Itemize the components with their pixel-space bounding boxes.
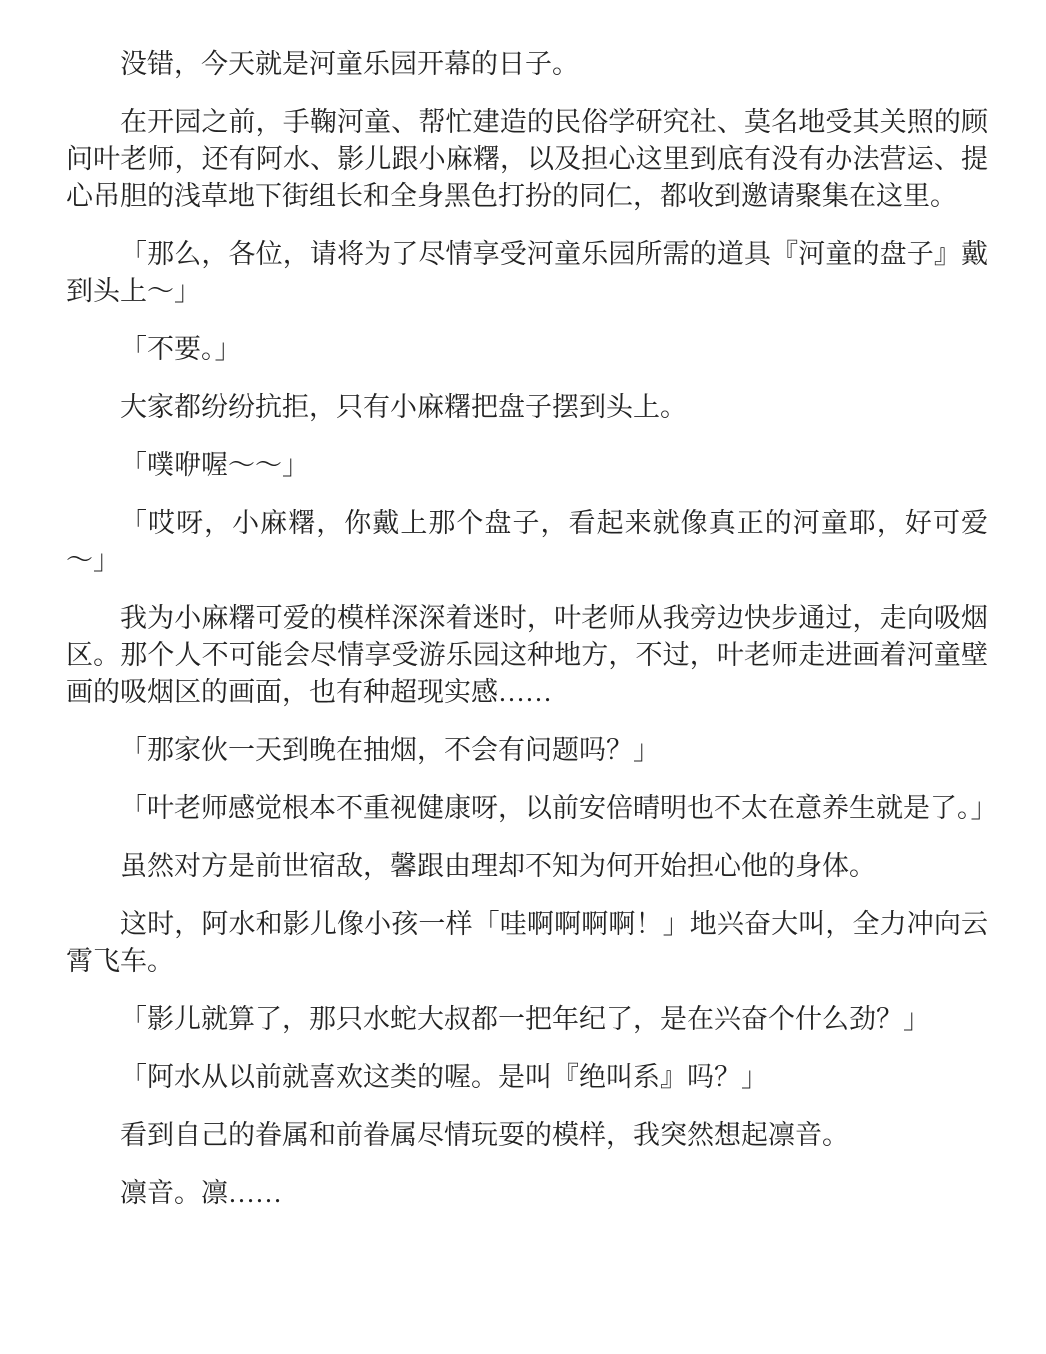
paragraph: 这时，阿水和影儿像小孩一样「哇啊啊啊啊！」地兴奋大叫，全力冲向云霄飞车。	[66, 909, 988, 976]
paragraph: 在开园之前，手鞠河童、帮忙建造的民俗学研究社、莫名地受其关照的顾问叶老师，还有阿水、影儿跟小麻糬，以及担心这里到底有没有办法营运、提心吊胆的浅草地下街组长和全身黑色打扮的同仁，都收到邀请聚集在这里。	[66, 107, 988, 211]
paragraph: 虽然对方是前世宿敌，馨跟由理却不知为何开始担心他的身体。	[120, 851, 876, 881]
paragraph: 「不要。」	[120, 334, 242, 364]
paragraph: 「那么，各位，请将为了尽情享受河童乐园所需的道具『河童的盘子』戴到头上～」	[66, 239, 988, 306]
paragraph: 「噗咿喔～～」	[120, 450, 309, 480]
paragraph: 没错，今天就是河童乐园开幕的日子。	[120, 49, 579, 79]
paragraph: 「阿水从以前就喜欢这类的喔。是叫『绝叫系』吗？」	[120, 1062, 768, 1092]
paragraph: 我为小麻糬可爱的模样深深着迷时，叶老师从我旁边快步通过，走向吸烟区。那个人不可能会尽情享受游乐园这种地方，不过，叶老师走进画着河童壁画的吸烟区的画面，也有种超现实感……	[66, 603, 988, 707]
paragraph: 「影儿就算了，那只水蛇大叔都一把年纪了，是在兴奋个什么劲？」	[120, 1004, 930, 1034]
novel-text-body	[66, 46, 998, 1212]
paragraph: 「哎呀，小麻糬，你戴上那个盘子，看起来就像真正的河童耶，好可爱～」	[66, 508, 988, 575]
paragraph: 大家都纷纷抗拒，只有小麻糬把盘子摆到头上。	[120, 392, 687, 422]
paragraph: 「那家伙一天到晚在抽烟，不会有问题吗？」	[120, 735, 660, 765]
paragraph: 凛音。凛……	[120, 1178, 282, 1208]
paragraph: 「叶老师感觉根本不重视健康呀，以前安倍晴明也不太在意养生就是了。」	[120, 793, 998, 823]
paragraph: 看到自己的眷属和前眷属尽情玩耍的模样，我突然想起凛音。	[120, 1120, 849, 1150]
